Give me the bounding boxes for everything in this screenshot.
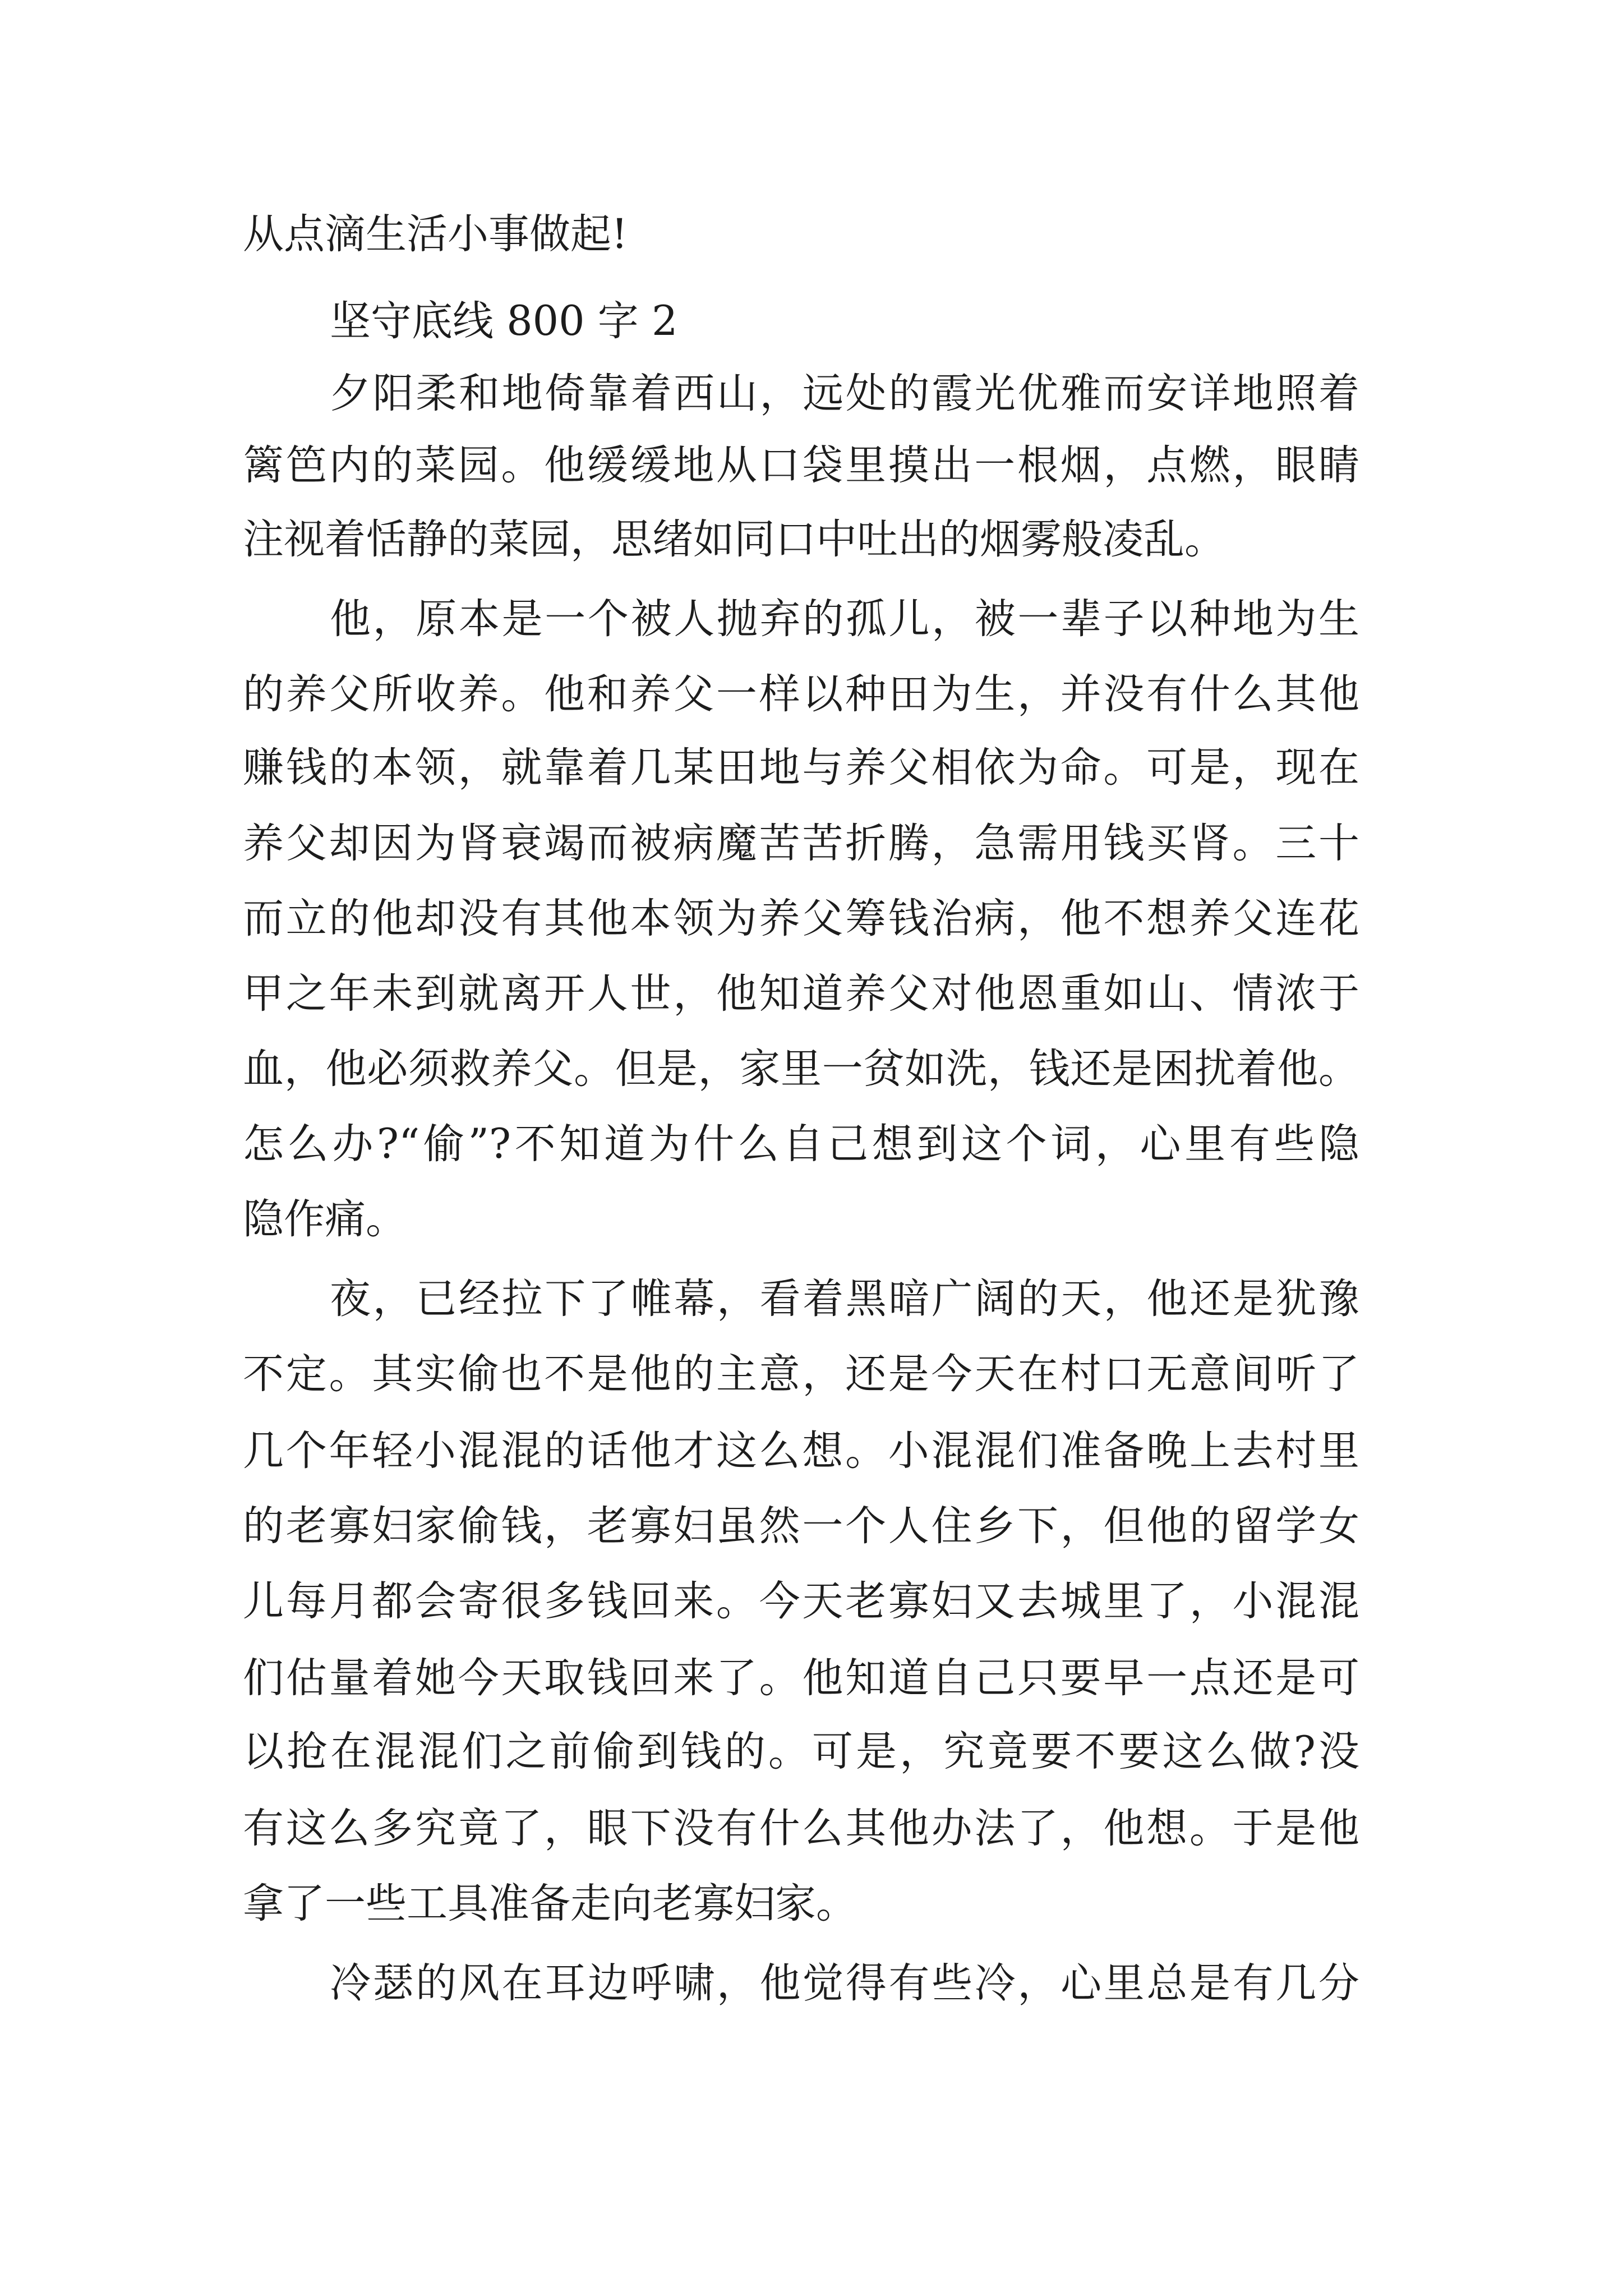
- text-line: 的老寡妇家偷钱，老寡妇虽然一个人住乡下，但他的留学女: [243, 1502, 1359, 1550]
- text-line: 夕阳柔和地倚靠着西山，远处的霞光优雅而安详地照着: [330, 370, 1359, 417]
- text-line: 怎么办?“偷”?不知道为什么自己想到这个词，心里有些隐: [243, 1120, 1359, 1168]
- text-line: 甲之年未到就离开人世，他知道养父对他恩重如山、情浓于: [243, 970, 1359, 1018]
- text-line: 儿每月都会寄很多钱回来。今天老寡妇又去城里了，小混混: [243, 1577, 1359, 1625]
- text-line: 不定。其实偷也不是他的主意，还是今天在村口无意间听了: [243, 1350, 1359, 1398]
- text-line: 养父却因为肾衰竭而被病魔苦苦折腾，急需用钱买肾。三十: [243, 820, 1359, 867]
- text-line: 而立的他却没有其他本领为养父筹钱治病，他不想养父连花: [243, 895, 1359, 942]
- text-line: 拿了一些工具准备走向老寡妇家。: [243, 1880, 857, 1927]
- text-line: 血，他必须救养父。但是，家里一贫如洗，钱还是困扰着他。: [243, 1045, 1359, 1093]
- text-line: 有这么多究竟了，眼下没有什么其他办法了，他想。于是他: [243, 1805, 1359, 1852]
- text-line: 冷瑟的风在耳边呼啸，他觉得有些冷，心里总是有几分: [330, 1959, 1359, 2007]
- text-line: 篱笆内的菜园。他缓缓地从口袋里摸出一根烟，点燃，眼睛: [243, 441, 1359, 489]
- text-line: 的养父所收养。他和养父一样以种田为生，并没有什么其他: [243, 670, 1359, 718]
- text-line: 注视着恬静的菜园，思绪如同口中吐出的烟雾般凌乱。: [243, 516, 1225, 563]
- text-line: 以抢在混混们之前偷到钱的。可是，究竟要不要这么做?没: [243, 1728, 1359, 1775]
- text-line: 隐作痛。: [243, 1195, 407, 1243]
- text-line: 他，原本是一个被人抛弃的孤儿，被一辈子以种地为生: [330, 595, 1359, 643]
- text-line: 赚钱的本领，就靠着几某田地与养父相依为命。可是，现在: [243, 744, 1359, 792]
- text-line: 几个年轻小混混的话他才这么想。小混混们准备晚上去村里: [243, 1427, 1359, 1475]
- text-line: 夜，已经拉下了帷幕，看着黑暗广阔的天，他还是犹豫: [330, 1275, 1359, 1323]
- text-line: 从点滴生活小事做起!: [243, 210, 628, 258]
- heading-line: 坚守底线 800 字 2: [330, 297, 678, 345]
- text-line: 们估量着她今天取钱回来了。他知道自己只要早一点还是可: [243, 1654, 1359, 1702]
